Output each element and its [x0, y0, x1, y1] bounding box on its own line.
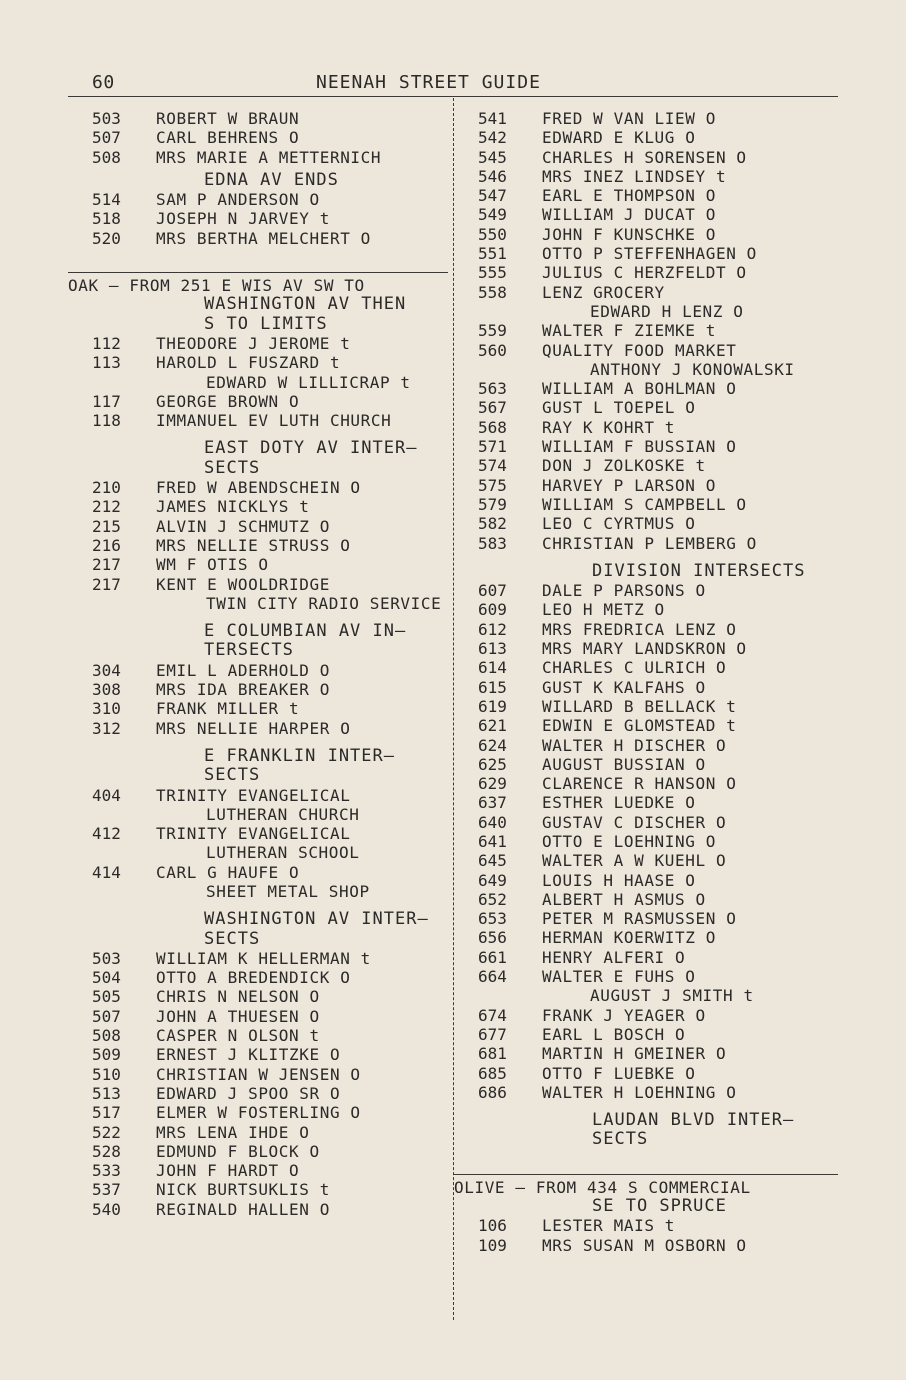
resident-name: TRINITY EVANGELICAL — [156, 785, 351, 805]
resident-name: CHRISTIAN W JENSEN O — [156, 1064, 361, 1084]
house-number: 507 — [92, 1006, 121, 1026]
directory-entry — [454, 793, 838, 812]
resident-name: LEO H METZ O — [542, 600, 665, 620]
section-heading: EAST DOTY AV INTER— — [204, 438, 418, 459]
house-number: 117 — [92, 391, 121, 411]
house-number: 518 — [92, 209, 121, 229]
house-number: 503 — [92, 948, 121, 968]
resident-name: ALVIN J SCHMUTZ O — [156, 516, 330, 536]
resident-name: CASPER N OLSON t — [156, 1026, 320, 1046]
resident-name: EDMUND F BLOCK O — [156, 1141, 320, 1161]
resident-name: OTTO E LOEHNING O — [542, 831, 716, 851]
resident-name: MRS FREDRICA LENZ O — [542, 619, 737, 639]
house-number: 614 — [478, 658, 507, 678]
directory-entry — [68, 1200, 448, 1219]
section-heading: E COLUMBIAN AV IN— — [204, 621, 407, 642]
street-heading-cont: S TO LIMITS — [204, 313, 328, 334]
directory-entry — [454, 1083, 838, 1102]
resident-name: EARL L BOSCH O — [542, 1024, 686, 1044]
house-number: 652 — [478, 889, 507, 909]
resident-name: AUGUST BUSSIAN O — [542, 754, 706, 774]
house-number: 613 — [478, 639, 507, 659]
directory-entry — [454, 205, 838, 224]
directory-entry — [454, 774, 838, 793]
left-column — [68, 109, 448, 1219]
directory-entry — [68, 517, 448, 536]
resident-name: JOHN F HARDT O — [156, 1161, 300, 1181]
resident-name: JOSEPH N JARVEY t — [156, 209, 330, 229]
house-number: 685 — [478, 1063, 507, 1083]
directory-entry — [454, 302, 838, 321]
resident-name: LUTHERAN CHURCH — [206, 804, 360, 824]
section-heading-cont: SECTS — [204, 928, 261, 949]
resident-name: WILLIAM F BUSSIAN O — [542, 437, 737, 457]
directory-entry — [68, 680, 448, 699]
house-number: 579 — [478, 494, 507, 514]
directory-entry — [68, 209, 448, 228]
house-number: 508 — [92, 147, 121, 167]
resident-name: WILLIAM A BOHLMAN O — [542, 379, 737, 399]
resident-name: PETER M RASMUSSEN O — [542, 909, 737, 929]
resident-name: CARL G HAUFE O — [156, 862, 300, 882]
house-number: 677 — [478, 1024, 507, 1044]
directory-entry — [68, 1142, 448, 1161]
directory-entry — [454, 225, 838, 244]
resident-name: CHARLES H SORENSEN O — [542, 147, 747, 167]
house-number: 106 — [478, 1216, 507, 1236]
resident-name: HENRY ALFERI O — [542, 947, 686, 967]
house-number: 563 — [478, 379, 507, 399]
directory-entry — [454, 871, 838, 890]
directory-entry — [454, 514, 838, 533]
house-number: 621 — [478, 716, 507, 736]
house-number: 653 — [478, 909, 507, 929]
directory-entry — [68, 555, 448, 574]
directory-entry — [454, 851, 838, 870]
resident-name: GUST K KALFAHS O — [542, 677, 706, 697]
directory-entry — [68, 719, 448, 738]
house-number: 546 — [478, 166, 507, 186]
resident-name: FRANK MILLER t — [156, 699, 300, 719]
directory-entry — [454, 928, 838, 947]
directory-entry — [454, 263, 838, 282]
directory-entry — [68, 949, 448, 968]
house-number: 304 — [92, 660, 121, 680]
directory-entry — [68, 1161, 448, 1180]
resident-name: MRS INEZ LINDSEY t — [542, 166, 727, 186]
house-number: 664 — [478, 967, 507, 987]
section-heading-cont: SECTS — [204, 457, 261, 478]
directory-entry — [68, 411, 448, 430]
directory-entry — [454, 341, 838, 360]
house-number: 505 — [92, 987, 121, 1007]
directory-entry — [68, 109, 448, 128]
resident-name: OTTO A BREDENDICK O — [156, 968, 351, 988]
resident-name: ROBERT W BRAUN — [156, 109, 300, 128]
resident-name: KENT E WOOLDRIDGE — [156, 574, 330, 594]
house-number: 541 — [478, 109, 507, 128]
house-number: 624 — [478, 735, 507, 755]
house-number: 542 — [478, 128, 507, 148]
running-title: NEENAH STREET GUIDE — [316, 72, 541, 93]
house-number: 503 — [92, 109, 121, 128]
directory-entry — [68, 968, 448, 987]
resident-name: CHRISTIAN P LEMBERG O — [542, 533, 757, 553]
resident-name: ANTHONY J KONOWALSKI — [590, 359, 795, 379]
house-number: 514 — [92, 190, 121, 210]
house-number: 550 — [478, 224, 507, 244]
resident-name: RAY K KOHRT t — [542, 417, 676, 437]
directory-entry — [454, 697, 838, 716]
resident-name: JOHN A THUESEN O — [156, 1006, 320, 1026]
directory-entry — [454, 620, 838, 639]
resident-name: OTTO F LUEBKE O — [542, 1063, 696, 1083]
resident-name: WILLIAM S CAMPBELL O — [542, 494, 747, 514]
house-number: 640 — [478, 812, 507, 832]
resident-name: OTTO P STEFFENHAGEN O — [542, 244, 757, 264]
house-number: 567 — [478, 398, 507, 418]
directory-entry — [454, 1236, 838, 1255]
resident-name: DALE P PARSONS O — [542, 581, 706, 601]
directory-entry — [454, 1064, 838, 1083]
directory-entry — [454, 495, 838, 514]
directory-entry — [454, 986, 838, 1005]
directory-entry — [454, 658, 838, 677]
resident-name: CHARLES C ULRICH O — [542, 658, 727, 678]
directory-entry — [454, 832, 838, 851]
resident-name: HAROLD L FUSZARD t — [156, 353, 341, 373]
resident-name: TWIN CITY RADIO SERVICE — [206, 593, 442, 613]
directory-entry — [68, 786, 448, 805]
resident-name: MRS BERTHA MELCHERT O — [156, 228, 371, 248]
directory-entry — [454, 476, 838, 495]
directory-entry — [454, 148, 838, 167]
resident-name: GUST L TOEPEL O — [542, 398, 696, 418]
house-number: 547 — [478, 186, 507, 206]
resident-name: WM F OTIS O — [156, 555, 269, 575]
resident-name: SAM P ANDERSON O — [156, 190, 320, 210]
resident-name: ALBERT H ASMUS O — [542, 889, 706, 909]
house-number: 217 — [92, 574, 121, 594]
house-number: 210 — [92, 478, 121, 498]
directory-entry — [454, 167, 838, 186]
street-heading: OAK — FROM 251 E WIS AV SW TO — [68, 276, 365, 296]
house-number: 674 — [478, 1005, 507, 1025]
house-number: 559 — [478, 321, 507, 341]
resident-name: LESTER MAIS t — [542, 1216, 676, 1236]
resident-name: HARVEY P LARSON O — [542, 475, 716, 495]
house-number: 607 — [478, 581, 507, 601]
directory-entry — [68, 1180, 448, 1199]
directory-entry — [68, 1045, 448, 1064]
resident-name: AUGUST J SMITH t — [590, 986, 754, 1006]
house-number: 507 — [92, 128, 121, 148]
directory-entry — [68, 805, 448, 824]
directory-entry — [68, 594, 448, 613]
resident-name: MRS IDA BREAKER O — [156, 680, 330, 700]
section-heading-cont: SECTS — [592, 1129, 649, 1150]
house-number: 537 — [92, 1180, 121, 1200]
directory-entry — [68, 1065, 448, 1084]
directory-entry — [68, 229, 448, 248]
resident-name: MARTIN H GMEINER O — [542, 1044, 727, 1064]
house-number: 583 — [478, 533, 507, 553]
house-number: 575 — [478, 475, 507, 495]
resident-name: SHEET METAL SHOP — [206, 881, 370, 901]
house-number: 545 — [478, 147, 507, 167]
house-number: 517 — [92, 1103, 121, 1123]
street-heading-cont: WASHINGTON AV THEN — [204, 294, 407, 315]
directory-entry — [68, 478, 448, 497]
right-column — [454, 109, 838, 1255]
house-number: 412 — [92, 824, 121, 844]
directory-entry — [68, 1084, 448, 1103]
directory-entry — [454, 398, 838, 417]
directory-entry — [454, 534, 838, 553]
directory-entry — [454, 755, 838, 774]
house-number: 555 — [478, 263, 507, 283]
section-heading-cont: SECTS — [204, 765, 261, 786]
house-number: 615 — [478, 677, 507, 697]
house-number: 509 — [92, 1045, 121, 1065]
directory-entry — [68, 661, 448, 680]
house-number: 656 — [478, 928, 507, 948]
section-heading: E FRANKLIN INTER— — [204, 745, 395, 766]
resident-name: MRS LENA IHDE O — [156, 1122, 310, 1142]
resident-name: FRED W ABENDSCHEIN O — [156, 478, 361, 498]
resident-name: WALTER H DISCHER O — [542, 735, 727, 755]
house-number: 212 — [92, 497, 121, 517]
street-heading-cont: SE TO SPRUCE — [592, 1196, 727, 1217]
house-number: 629 — [478, 774, 507, 794]
house-number: 504 — [92, 968, 121, 988]
house-number: 513 — [92, 1083, 121, 1103]
resident-name: EDWIN E GLOMSTEAD t — [542, 716, 737, 736]
resident-name: GEORGE BROWN O — [156, 391, 300, 411]
directory-entry — [68, 843, 448, 862]
directory-entry — [454, 283, 838, 302]
resident-name: EDWARD H LENZ O — [590, 301, 744, 321]
house-number: 645 — [478, 851, 507, 871]
directory-entry — [454, 736, 838, 755]
directory-entry — [454, 1025, 838, 1044]
directory-entry — [68, 863, 448, 882]
house-number: 113 — [92, 353, 121, 373]
directory-entry — [454, 639, 838, 658]
resident-name: JOHN F KUNSCHKE O — [542, 224, 716, 244]
directory-entry — [454, 600, 838, 619]
resident-name: MRS SUSAN M OSBORN O — [542, 1235, 747, 1255]
directory-entry — [68, 1026, 448, 1045]
resident-name: WALTER A W KUEHL O — [542, 851, 727, 871]
directory-entry — [454, 321, 838, 340]
house-number: 217 — [92, 555, 121, 575]
resident-name: LUTHERAN SCHOOL — [206, 843, 360, 863]
directory-entry — [454, 678, 838, 697]
house-number: 568 — [478, 417, 507, 437]
directory-entry — [454, 1216, 838, 1235]
house-number: 558 — [478, 282, 507, 302]
street-heading: OLIVE — FROM 434 S COMMERCIAL — [454, 1177, 751, 1197]
resident-name: EMIL L ADERHOLD O — [156, 660, 330, 680]
house-number: 637 — [478, 793, 507, 813]
house-number: 574 — [478, 456, 507, 476]
house-number: 310 — [92, 699, 121, 719]
directory-entry — [68, 190, 448, 209]
section-heading: EDNA AV ENDS — [204, 169, 339, 190]
house-number: 649 — [478, 870, 507, 890]
house-number: 686 — [478, 1082, 507, 1102]
directory-entry — [454, 379, 838, 398]
directory-entry — [454, 909, 838, 928]
house-number: 681 — [478, 1044, 507, 1064]
resident-name: MRS NELLIE STRUSS O — [156, 535, 351, 555]
directory-entry — [454, 813, 838, 832]
section-heading-cont: TERSECTS — [204, 640, 294, 661]
directory-entry — [454, 360, 838, 379]
resident-name: CARL BEHRENS O — [156, 128, 300, 148]
resident-name: IMMANUEL EV LUTH CHURCH — [156, 411, 392, 431]
house-number: 540 — [92, 1199, 121, 1219]
resident-name: EDWARD J SPOO SR O — [156, 1083, 341, 1103]
house-number: 551 — [478, 244, 507, 264]
directory-entry — [454, 1044, 838, 1063]
resident-name: FRED W VAN LIEW O — [542, 109, 716, 128]
resident-name: TRINITY EVANGELICAL — [156, 824, 351, 844]
house-number: 216 — [92, 535, 121, 555]
resident-name: CLARENCE R HANSON O — [542, 774, 737, 794]
directory-entry — [454, 948, 838, 967]
house-number: 661 — [478, 947, 507, 967]
directory-entry — [68, 334, 448, 353]
house-number: 625 — [478, 754, 507, 774]
resident-name: GUSTAV C DISCHER O — [542, 812, 727, 832]
directory-entry — [68, 148, 448, 167]
house-number: 582 — [478, 514, 507, 534]
house-number: 619 — [478, 696, 507, 716]
directory-entry — [68, 497, 448, 516]
directory-entry — [454, 716, 838, 735]
resident-name: FRANK J YEAGER O — [542, 1005, 706, 1025]
resident-name: WALTER H LOEHNING O — [542, 1082, 737, 1102]
house-number: 508 — [92, 1026, 121, 1046]
house-number: 571 — [478, 437, 507, 457]
resident-name: ESTHER LUEDKE O — [542, 793, 696, 813]
house-number: 520 — [92, 228, 121, 248]
directory-entry — [454, 581, 838, 600]
house-number: 560 — [478, 340, 507, 360]
resident-name: WALTER F ZIEMKE t — [542, 321, 716, 341]
resident-name: EDWARD W LILLICRAP t — [206, 372, 411, 392]
directory-entry — [68, 373, 448, 392]
resident-name: LEO C CYRTMUS O — [542, 514, 696, 534]
resident-name: HERMAN KOERWITZ O — [542, 928, 716, 948]
house-number: 522 — [92, 1122, 121, 1142]
directory-entry — [454, 437, 838, 456]
directory-entry — [68, 882, 448, 901]
section-heading: LAUDAN BLVD INTER— — [592, 1110, 795, 1131]
house-number: 528 — [92, 1141, 121, 1161]
house-number: 308 — [92, 680, 121, 700]
resident-name: CHRIS N NELSON O — [156, 987, 320, 1007]
directory-entry — [68, 699, 448, 718]
directory-entry — [454, 967, 838, 986]
resident-name: LOUIS H HAASE O — [542, 870, 696, 890]
house-number: 312 — [92, 718, 121, 738]
resident-name: LENZ GROCERY — [542, 282, 665, 302]
house-number: 533 — [92, 1161, 121, 1181]
directory-entry — [68, 128, 448, 147]
house-number: 404 — [92, 785, 121, 805]
street-rule — [454, 1174, 838, 1176]
resident-name: DON J ZOLKOSKE t — [542, 456, 706, 476]
resident-name: EDWARD E KLUG O — [542, 128, 696, 148]
resident-name: QUALITY FOOD MARKET — [542, 340, 737, 360]
resident-name: EARL E THOMPSON O — [542, 186, 716, 206]
directory-entry — [68, 1123, 448, 1142]
directory-entry — [454, 128, 838, 147]
directory-entry — [454, 109, 838, 128]
resident-name: WALTER E FUHS O — [542, 967, 696, 987]
section-heading: DIVISION INTERSECTS — [592, 560, 806, 581]
page-number: 60 — [92, 72, 115, 93]
directory-entry — [68, 353, 448, 372]
resident-name: WILLARD B BELLACK t — [542, 696, 737, 716]
directory-entry — [68, 824, 448, 843]
section-heading: WASHINGTON AV INTER— — [204, 909, 429, 930]
directory-entry — [68, 392, 448, 411]
house-number: 118 — [92, 411, 121, 431]
house-number: 109 — [478, 1235, 507, 1255]
house-number: 112 — [92, 333, 121, 353]
house-number: 609 — [478, 600, 507, 620]
resident-name: ERNEST J KLITZKE O — [156, 1045, 341, 1065]
directory-entry — [68, 536, 448, 555]
resident-name: THEODORE J JEROME t — [156, 333, 351, 353]
directory-entry — [68, 1007, 448, 1026]
house-number: 549 — [478, 205, 507, 225]
resident-name: JULIUS C HERZFELDT O — [542, 263, 747, 283]
resident-name: MRS NELLIE HARPER O — [156, 718, 351, 738]
house-number: 510 — [92, 1064, 121, 1084]
directory-entry — [68, 575, 448, 594]
house-number: 414 — [92, 862, 121, 882]
resident-name: ELMER W FOSTERLING O — [156, 1103, 361, 1123]
house-number: 612 — [478, 619, 507, 639]
directory-entry — [68, 1103, 448, 1122]
street-rule — [68, 272, 448, 274]
directory-entry — [454, 1006, 838, 1025]
resident-name: WILLIAM K HELLERMAN t — [156, 948, 371, 968]
page-header — [68, 70, 838, 97]
house-number: 641 — [478, 831, 507, 851]
resident-name: MRS MARIE A METTERNICH — [156, 147, 382, 167]
resident-name: NICK BURTSUKLIS t — [156, 1180, 330, 1200]
directory-entry — [454, 418, 838, 437]
directory-entry — [68, 987, 448, 1006]
resident-name: REGINALD HALLEN O — [156, 1199, 330, 1219]
resident-name: MRS MARY LANDSKRON O — [542, 639, 747, 659]
resident-name: JAMES NICKLYS t — [156, 497, 310, 517]
house-number: 215 — [92, 516, 121, 536]
directory-entry — [454, 244, 838, 263]
resident-name: WILLIAM J DUCAT O — [542, 205, 716, 225]
directory-entry — [454, 456, 838, 475]
directory-entry — [454, 890, 838, 909]
directory-entry — [454, 186, 838, 205]
